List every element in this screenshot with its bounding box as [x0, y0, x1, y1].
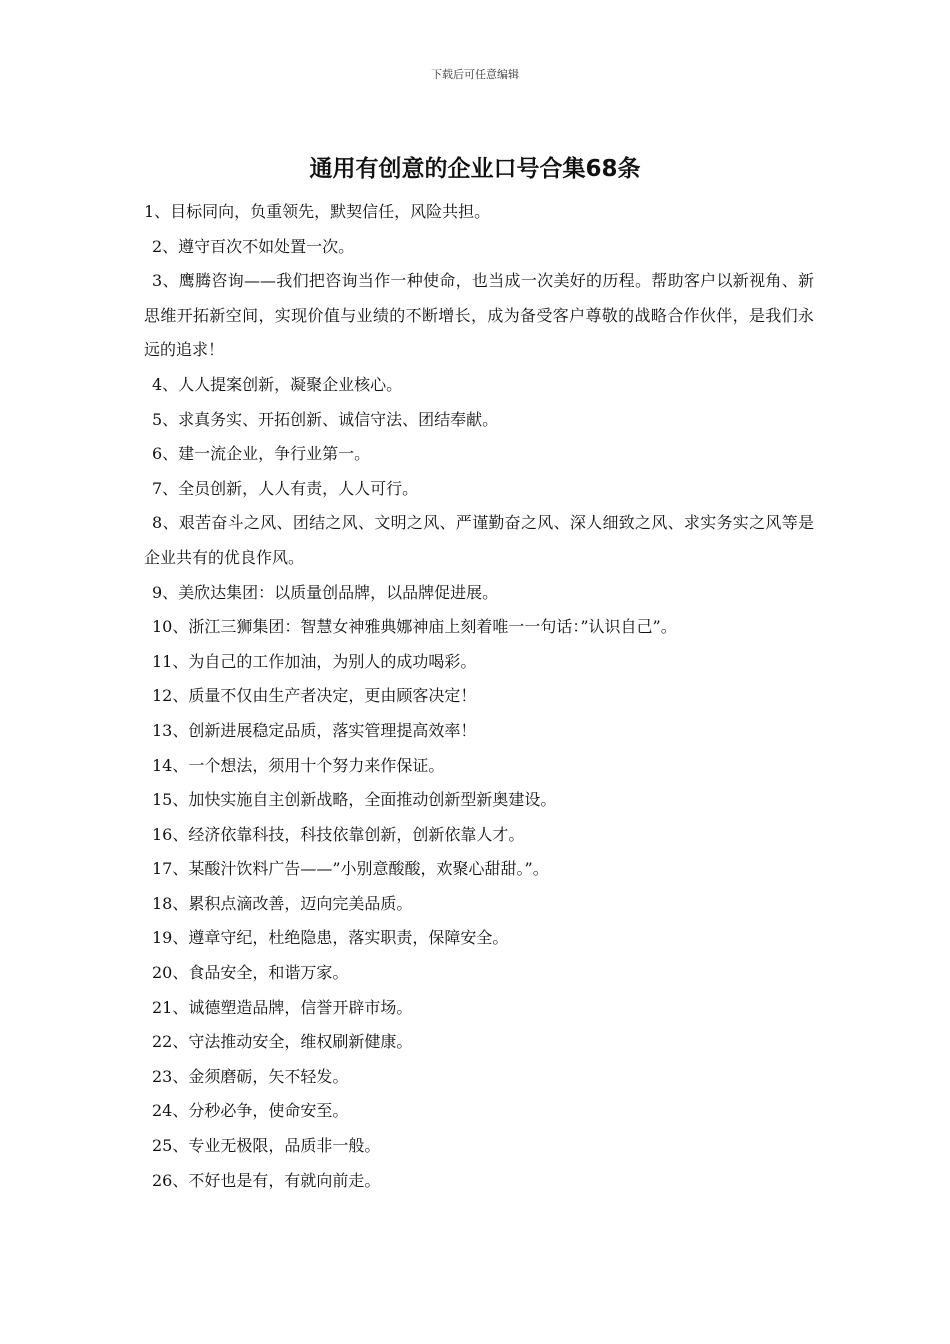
list-item: 15、加快实施自主创新战略，全面推动创新型新奥建设。 — [152, 790, 557, 810]
list-item: 5、求真务实、开拓创新、诚信守法、团结奉献。 — [152, 409, 499, 429]
list-item: 25、专业无极限，品质非一般。 — [152, 1136, 381, 1156]
list-item: 13、创新进展稳定品质，落实管理提高效率！ — [152, 720, 477, 740]
list-item: 16、经济依靠科技，科技依靠创新，创新依靠人才。 — [152, 824, 525, 844]
list-item: 4、人人提案创新，凝聚企业核心。 — [152, 374, 403, 394]
list-item: 6、建一流企业，争行业第一。 — [152, 444, 371, 464]
list-item: 19、遵章守纪，杜绝隐患，落实职责，保障安全。 — [152, 928, 509, 948]
list-item: 1、目标同向，负重领先，默契信任，风险共担。 — [144, 202, 491, 221]
list-item: 12、质量不仅由生产者决定，更由顾客决定！ — [152, 686, 477, 706]
list-item: 23、金须磨砺，矢不轻发。 — [152, 1066, 349, 1086]
list-item: 17、某酸汁饮料广告——”小别意酸酸，欢聚心甜甜。”。 — [152, 859, 549, 879]
list-item: 22、守法推动安全，维权刷新健康。 — [152, 1032, 413, 1052]
header-note: 下载后可任意编辑 — [431, 68, 519, 81]
list-item: 26、不好也是有，有就向前走。 — [152, 1170, 381, 1190]
list-item: 11、为自己的工作加油，为别人的成功喝彩。 — [152, 651, 477, 671]
list-item: 21、诚德塑造品牌，信誉开辟市场。 — [152, 997, 413, 1017]
list-item: 2、遵守百次不如处置一次。 — [152, 236, 355, 256]
list-item: 20、食品安全，和谐万家。 — [152, 963, 349, 983]
list-item: 9、美欣达集团：以质量创品牌，以品牌促进展。 — [152, 582, 499, 602]
list-item: 7、全员创新，人人有责，人人可行。 — [152, 478, 419, 498]
list-item: 24、分秒必争，使命安至。 — [152, 1101, 349, 1121]
slogan-list — [144, 195, 814, 1198]
list-item: 10、浙江三狮集团：智慧女神雅典娜神庙上刻着唯一一句话：”认识自己”。 — [152, 617, 677, 637]
document-title: 通用有创意的企业口号合集68条 — [309, 156, 641, 182]
list-item: 18、累积点滴改善，迈向完美品质。 — [152, 893, 413, 913]
list-item: 14、一个想法，须用十个努力来作保证。 — [152, 755, 445, 775]
list-item: 3、鹰腾咨询——我们把咨询当作一种使命，也当成一次美好的历程。帮助客户以新视角、新思维开拓新空间，实现价值与业绩的不断增长，成为备受客户尊敬的战略合作伙伴，是我们永远的追求！ — [144, 271, 814, 360]
list-item: 8、艰苦奋斗之风、团结之风、文明之风、严谨勤奋之风、深人细致之风、求实务实之风等是企业共有的优良作风。 — [144, 513, 814, 567]
